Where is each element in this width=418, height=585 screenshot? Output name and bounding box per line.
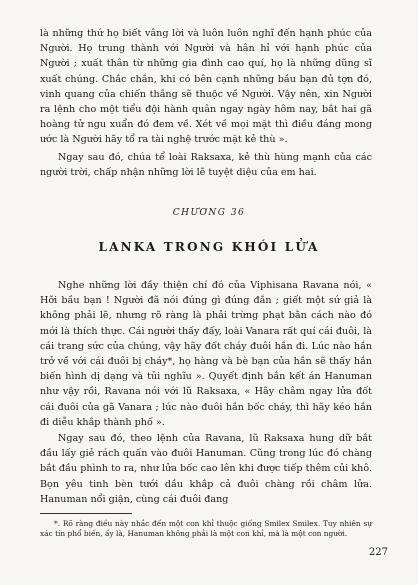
paragraph-continued: là những thứ họ biết vâng lời và luôn luôn nghĩ đến hạnh phúc của Người. Họ trung thành với Người và hân hỉ với hạnh phúc của Người ; xuất thân từ những gia đình cao quí, họ là những dũng sĩ xuất chúng. Chắc chắn, khi có bên cạnh những bầu bạn đủ tợn đó, vinh quang của chiến thắng sẽ thuộc về Người. Vậy nên, xin Người ra lệnh cho một tiểu đội hành quân ngay ngày hôm nay, bắt hai gã hoàng tử ngu xuẩn đó đem về. Xét về mọi mặt thì điều đáng mong ước là Người hãy tổ ra tài nghệ trước mặt kẻ thù ». bbox=[40, 28, 372, 146]
paragraph: Nghe những lời đầy thiện chí đó của Viphisana Ravana nói, « Hỡi bầu bạn ! Người đã nói đúng gì đúng đắn ; giết một sứ giả là không phải lẽ, nhưng rõ ràng là phải trừng phạt bằn cách nào đó mới là thích thực. Cái người thấy đấy, loài Vanara rất quí cái đuôi, là cái trang sức của chúng, vậy hãy đốt cháy đuôi hắn đi. Lúc nào hắn trở về với cái đuôi bị cháy*, họ hàng và bè bạn của hắn sẽ thấy hắn biến hình dị dạng và tủi nghĩu ». Quyết định bắn kết án Hanuman như vậy rồi, Ravana nói với lũ Raksaxa, « Hãy châm ngay lửa đốt cái đuôi của gã Vanara ; lúc nào đuôi hắn bốc cháy, thì hãy kéo hắn đi diễu khắp thành phố ». bbox=[40, 280, 372, 428]
footnote: *. Rõ ràng điều này nhắc đến một con khỉ thuộc giống Smilex Smilex. Tuy nhiên sự xác tín phổ biến, ấy là, Hanuman không phải là một con khỉ, mà là một con người. bbox=[40, 519, 372, 539]
page-number: 227 bbox=[368, 547, 388, 558]
paragraph: Ngay sau đó, chúa tể loài Raksaxa, kẻ thù hùng mạnh của các người trời, chấp nhận những lời lẽ tuyệt diệu của em hai. bbox=[40, 152, 372, 179]
chapter-number: CHƯƠNG 36 bbox=[172, 208, 246, 218]
footnote-divider bbox=[40, 513, 132, 514]
paragraph: Ngay sau đó, theo lệnh của Ravana, lũ Raksaxa hung dữ bắt đầu lấy giẻ rách quấn vào đuôi Hanuman. Cũng trong lúc đó chàng bắt đầu phình to ra, như lửa bốc cao lên khi được tiếp thêm củi khô. Bọn yêu tinh bèn tưới dầu khắp cả đuôi chàng rồi châm lửa. Hanuman nổi giận, cùng cái đuôi đang bbox=[40, 433, 372, 505]
chapter-title: LANKA TRONG KHÓI LỬA bbox=[98, 240, 320, 254]
